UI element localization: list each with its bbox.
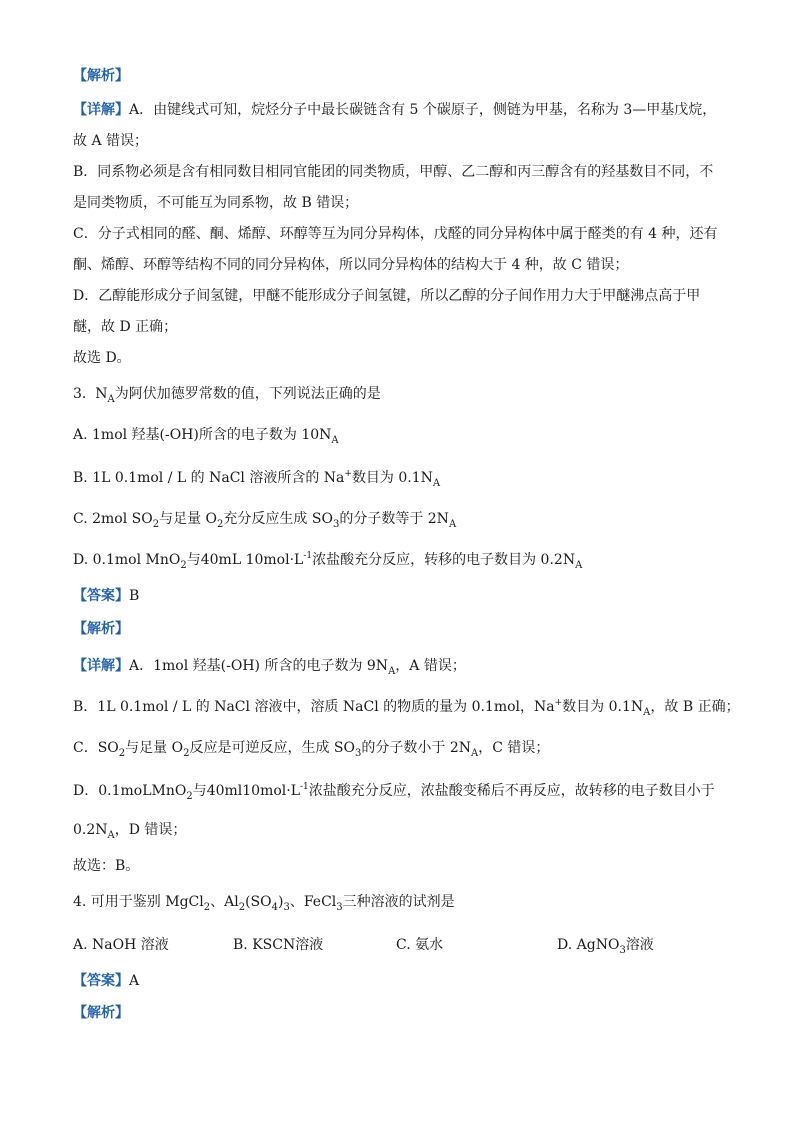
- question-4-stem: [73, 893, 455, 913]
- q3-detail-d1: [73, 782, 715, 802]
- q4-analysis-heading: 【解析】: [73, 1005, 129, 1021]
- q4-option-b: B. KSCN溶液: [233, 937, 324, 953]
- detail-line-a2: 故 A 错误；: [73, 133, 149, 149]
- superscript: -1: [300, 782, 309, 792]
- subscript: 2: [238, 902, 246, 913]
- question-3-stem: [73, 385, 381, 405]
- q4-option-a: A. NaOH 溶液: [73, 937, 169, 953]
- q3-option-b: [73, 469, 440, 489]
- text: D. AgNO: [557, 937, 620, 953]
- text: 溶液: [625, 937, 654, 953]
- text: ): [278, 894, 284, 910]
- answer-value: B: [129, 588, 140, 604]
- detail-line-c1: C．分子式相同的醛、酮、烯醇、环醇等互为同分异构体，戊醛的同分异构体中属于醛类的有 4 种，还有: [73, 226, 718, 242]
- text: 三种溶液的试剂是: [342, 894, 455, 910]
- conclusion: 故选 D。: [73, 350, 131, 366]
- text: A．1mol 羟基(-OH) 所含的电子数为 9N: [129, 658, 389, 674]
- detail-line-b1: B．同系物必须是含有相同数目相同官能团的同类物质，甲醇、乙二醇和丙三醇含有的羟基数目不同，不: [73, 164, 714, 180]
- text: (SO: [245, 894, 272, 910]
- text: 充分反应生成 SO: [223, 511, 333, 527]
- text: 的分子数等于 2N: [339, 511, 449, 527]
- subscript: 3: [619, 945, 626, 956]
- q3-detail-a: [73, 657, 466, 677]
- text: B．1L 0.1mol / L 的 NaCl 溶液中，溶质 NaCl 的物质的量为 0.1mol，Na: [73, 699, 555, 715]
- detail-line-d2: 醚，故 D 正确；: [73, 319, 178, 335]
- subscript: A: [470, 748, 479, 759]
- detail-line-a1: [73, 101, 716, 119]
- text: ，C 错误；: [478, 740, 550, 756]
- answer-value: A: [129, 973, 140, 989]
- detail-line-c2: 酮、烯醇、环醇等结构不同的同分异构体，所以同分异构体的结构大于 4 种，故 C 错误；: [73, 257, 629, 273]
- subscript: 2: [118, 748, 126, 759]
- superscript: +: [344, 469, 352, 479]
- q3-option-d: [73, 551, 582, 571]
- answer-tag: 【答案】: [73, 973, 129, 989]
- text: C. 2mol SO: [73, 511, 153, 527]
- subscript: 2: [186, 791, 193, 802]
- q3-detail-b: [73, 698, 740, 718]
- q3-detail-c: [73, 739, 549, 759]
- text: 数目为 0.1N: [562, 699, 644, 715]
- text: 浓盐酸充分反应，浓盐酸变稀后不再反应，故转移的电子数目小于: [308, 783, 715, 799]
- text: 与足量 O: [125, 740, 184, 756]
- text: C．SO: [73, 740, 119, 756]
- q4-option-c: C. 氨水: [396, 937, 444, 953]
- detail-line-d1: D．乙醇能形成分子间氢键，甲醚不能形成分子间氢键，所以乙醇的分子间作用力大于甲醚沸点高于甲: [73, 288, 701, 304]
- text: 反应是可逆反应，生成 SO: [189, 740, 355, 756]
- subscript: 2: [152, 519, 160, 530]
- subscript: A: [107, 830, 115, 841]
- subscript: A: [432, 478, 441, 489]
- text: B. 1L 0.1mol / L 的 NaCl 溶液所含的 Na: [73, 470, 345, 486]
- superscript: +: [554, 698, 563, 708]
- q3-conclusion: 故选：B。: [73, 858, 140, 874]
- text: A．由键线式可知，烷烃分子中最长碳链含有 5 个碳原子，侧链为甲基，名称为 3—甲基戊烷，: [129, 102, 717, 118]
- text: ，A 错误；: [395, 658, 466, 674]
- text: 0.2N: [73, 822, 108, 838]
- subscript: A: [448, 519, 457, 530]
- subscript: A: [331, 435, 339, 446]
- detail-line-b2: 是同类物质，不可能互为同系物，故 B 错误；: [73, 195, 359, 211]
- text: 与足量 O: [159, 511, 218, 527]
- question-number: 3.: [73, 386, 87, 402]
- subscript: 2: [183, 748, 190, 759]
- subscript: 3: [336, 902, 343, 913]
- subscript: A: [575, 560, 583, 571]
- superscript: -1: [303, 551, 313, 561]
- q3-option-a: [73, 426, 339, 446]
- detail-tag: 【详解】: [73, 102, 129, 118]
- q4-answer: [73, 972, 139, 990]
- analysis-heading: 【解析】: [73, 68, 129, 84]
- subscript: 4: [271, 902, 278, 913]
- text: A. 1mol 羟基(-OH)所含的电子数为 10N: [73, 427, 332, 443]
- text: 为阿伏加德罗常数的值，下列说法正确的是: [114, 386, 381, 402]
- q3-analysis-heading: 【解析】: [73, 621, 129, 637]
- text: 4. 可用于鉴别 MgCl: [73, 894, 204, 910]
- subscript: 2: [203, 902, 211, 913]
- text: 数目为 0.1N: [351, 470, 433, 486]
- q4-option-d: [557, 936, 654, 956]
- subscript: A: [107, 394, 115, 405]
- detail-tag: 【详解】: [73, 658, 129, 674]
- subscript: 2: [180, 560, 187, 571]
- text: D．0.1moLMnO: [73, 783, 187, 799]
- text: D. 0.1mol MnO: [73, 552, 181, 568]
- q3-answer: [73, 587, 139, 605]
- text: N: [95, 386, 108, 402]
- text: 的分子数小于 2N: [361, 740, 471, 756]
- subscript: 3: [355, 748, 362, 759]
- text: 与40mL 10mol·L: [186, 552, 304, 568]
- text: 浓盐酸充分反应，转移的电子数目为 0.2N: [312, 552, 576, 568]
- text: 与40ml10mol·L: [192, 783, 301, 799]
- q3-detail-d2: [73, 821, 186, 841]
- text: ，D 错误；: [114, 822, 187, 838]
- subscript: 3: [332, 519, 340, 530]
- text: ，故 B 正确；: [650, 699, 740, 715]
- text: 、Al: [210, 894, 239, 910]
- subscript: 2: [217, 519, 224, 530]
- subscript: A: [643, 707, 651, 718]
- subscript: 3: [283, 902, 290, 913]
- text: 、FeCl: [289, 894, 337, 910]
- subscript: A: [388, 666, 396, 677]
- answer-tag: 【答案】: [73, 588, 129, 604]
- q3-option-c: [73, 510, 456, 530]
